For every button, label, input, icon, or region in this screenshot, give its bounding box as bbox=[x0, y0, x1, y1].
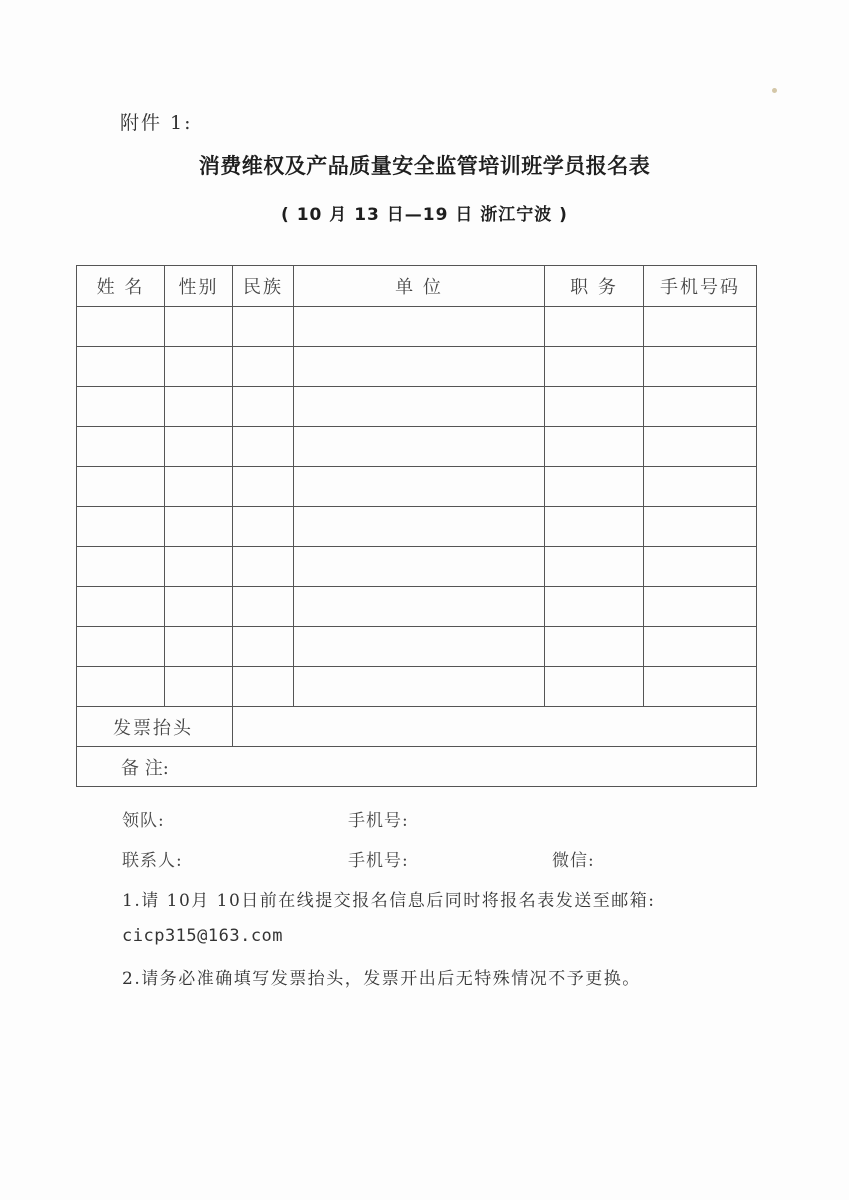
header-position: 职 务 bbox=[545, 266, 644, 307]
attachment-label: 附件 1: bbox=[120, 112, 193, 134]
cell-organization[interactable] bbox=[294, 387, 545, 427]
cell-name[interactable] bbox=[77, 387, 165, 427]
cell-position[interactable] bbox=[545, 627, 644, 667]
registration-table bbox=[76, 265, 757, 787]
cell-name[interactable] bbox=[77, 467, 165, 507]
cell-ethnicity[interactable] bbox=[233, 427, 294, 467]
cell-phone[interactable] bbox=[644, 387, 757, 427]
cell-ethnicity[interactable] bbox=[233, 667, 294, 707]
cell-gender[interactable] bbox=[165, 667, 233, 707]
contact-label: 联系人: bbox=[122, 851, 183, 871]
leader-phone-label: 手机号: bbox=[348, 811, 409, 831]
table-row bbox=[77, 347, 757, 387]
header-phone: 手机号码 bbox=[644, 266, 757, 307]
cell-organization[interactable] bbox=[294, 667, 545, 707]
cell-organization[interactable] bbox=[294, 507, 545, 547]
cell-position[interactable] bbox=[545, 587, 644, 627]
cell-phone[interactable] bbox=[644, 307, 757, 347]
cell-organization[interactable] bbox=[294, 427, 545, 467]
cell-organization[interactable] bbox=[294, 547, 545, 587]
cell-gender[interactable] bbox=[165, 307, 233, 347]
cell-name[interactable] bbox=[77, 347, 165, 387]
table-row bbox=[77, 467, 757, 507]
table-row bbox=[77, 627, 757, 667]
cell-phone[interactable] bbox=[644, 507, 757, 547]
cell-position[interactable] bbox=[545, 667, 644, 707]
note-2: 2.请务必准确填写发票抬头，发票开出后无特殊情况不予更换。 bbox=[122, 969, 641, 989]
cell-name[interactable] bbox=[77, 427, 165, 467]
table-header-row bbox=[77, 266, 757, 307]
header-ethnicity: 民族 bbox=[233, 266, 294, 307]
table-row bbox=[77, 547, 757, 587]
cell-name[interactable] bbox=[77, 667, 165, 707]
cell-phone[interactable] bbox=[644, 667, 757, 707]
cell-phone[interactable] bbox=[644, 427, 757, 467]
remark-row bbox=[77, 747, 757, 787]
invoice-row bbox=[77, 707, 757, 747]
cell-gender[interactable] bbox=[165, 427, 233, 467]
cell-name[interactable] bbox=[77, 547, 165, 587]
cell-organization[interactable] bbox=[294, 307, 545, 347]
cell-position[interactable] bbox=[545, 547, 644, 587]
wechat-label: 微信: bbox=[552, 851, 595, 871]
header-name: 姓 名 bbox=[77, 266, 165, 307]
cell-gender[interactable] bbox=[165, 627, 233, 667]
cell-ethnicity[interactable] bbox=[233, 307, 294, 347]
cell-gender[interactable] bbox=[165, 347, 233, 387]
cell-name[interactable] bbox=[77, 587, 165, 627]
table-row bbox=[77, 667, 757, 707]
header-organization: 单 位 bbox=[294, 266, 545, 307]
cell-ethnicity[interactable] bbox=[233, 387, 294, 427]
email-address[interactable]: cicp315@163.com bbox=[122, 926, 284, 946]
cell-name[interactable] bbox=[77, 507, 165, 547]
cell-organization[interactable] bbox=[294, 347, 545, 387]
table-row bbox=[77, 387, 757, 427]
cell-position[interactable] bbox=[545, 347, 644, 387]
cell-ethnicity[interactable] bbox=[233, 347, 294, 387]
cell-gender[interactable] bbox=[165, 587, 233, 627]
cell-position[interactable] bbox=[545, 467, 644, 507]
form-subtitle: ( 10 月 13 日—19 日 浙江宁波 ) bbox=[281, 205, 568, 225]
table-row bbox=[77, 507, 757, 547]
cell-ethnicity[interactable] bbox=[233, 547, 294, 587]
cell-ethnicity[interactable] bbox=[233, 587, 294, 627]
cell-position[interactable] bbox=[545, 387, 644, 427]
table-row bbox=[77, 427, 757, 467]
cell-organization[interactable] bbox=[294, 627, 545, 667]
remark-label[interactable]: 备 注: bbox=[77, 747, 757, 787]
form-title: 消费维权及产品质量安全监管培训班学员报名表 bbox=[198, 154, 651, 178]
cell-name[interactable] bbox=[77, 307, 165, 347]
cell-gender[interactable] bbox=[165, 387, 233, 427]
note-1: 1.请 10月 10日前在线提交报名信息后同时将报名表发送至邮箱: bbox=[122, 891, 656, 911]
cell-phone[interactable] bbox=[644, 467, 757, 507]
cell-gender[interactable] bbox=[165, 547, 233, 587]
invoice-label: 发票抬头 bbox=[77, 707, 233, 747]
cell-phone[interactable] bbox=[644, 347, 757, 387]
header-gender: 性别 bbox=[165, 266, 233, 307]
cell-phone[interactable] bbox=[644, 547, 757, 587]
scan-speck bbox=[772, 88, 777, 93]
table-row bbox=[77, 587, 757, 627]
cell-ethnicity[interactable] bbox=[233, 627, 294, 667]
cell-gender[interactable] bbox=[165, 507, 233, 547]
cell-phone[interactable] bbox=[644, 587, 757, 627]
cell-gender[interactable] bbox=[165, 467, 233, 507]
table-row bbox=[77, 307, 757, 347]
cell-position[interactable] bbox=[545, 307, 644, 347]
cell-name[interactable] bbox=[77, 627, 165, 667]
cell-organization[interactable] bbox=[294, 587, 545, 627]
cell-position[interactable] bbox=[545, 427, 644, 467]
cell-organization[interactable] bbox=[294, 467, 545, 507]
leader-label: 领队: bbox=[122, 811, 165, 831]
contact-phone-label: 手机号: bbox=[348, 851, 409, 871]
cell-position[interactable] bbox=[545, 507, 644, 547]
cell-phone[interactable] bbox=[644, 627, 757, 667]
cell-ethnicity[interactable] bbox=[233, 467, 294, 507]
invoice-cell[interactable] bbox=[233, 707, 757, 747]
cell-ethnicity[interactable] bbox=[233, 507, 294, 547]
